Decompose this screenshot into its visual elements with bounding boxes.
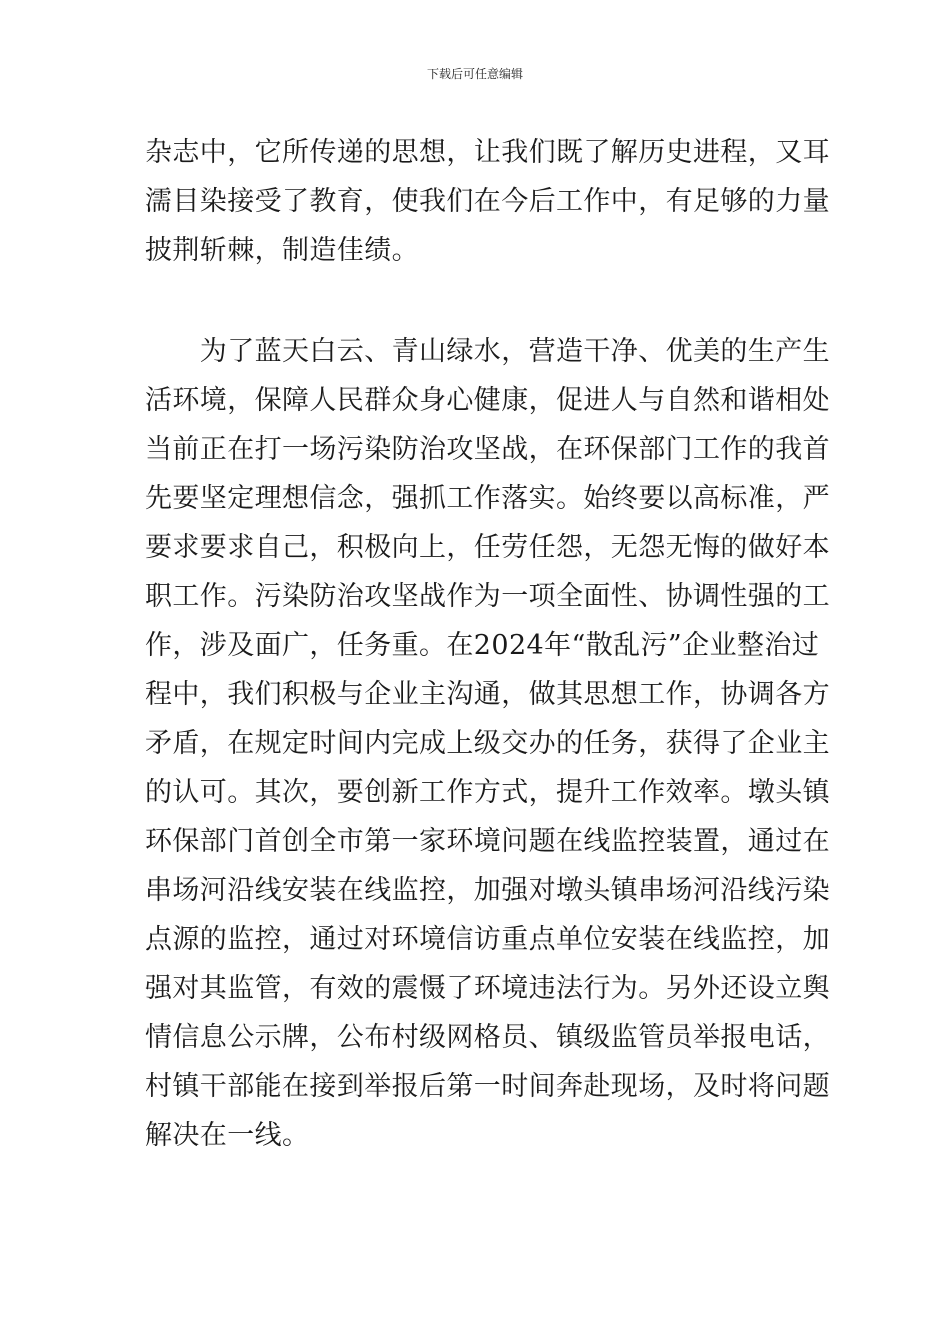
paragraph-line: 披荆斩棘，制造佳绩。 bbox=[145, 235, 419, 266]
paragraph-line: 职工作。污染防治攻坚战作为一项全面性、协调性强的工 bbox=[145, 581, 830, 612]
paragraph-line: 要求要求自己，积极向上，任劳任怨，无怨无悔的做好本 bbox=[145, 532, 830, 563]
paragraph-line: 濡目染接受了教育，使我们在今后工作中，有足够的力量 bbox=[145, 186, 830, 217]
paragraph-line: 村镇干部能在接到举报后第一时间奔赴现场，及时将问题 bbox=[145, 1071, 830, 1102]
paragraph-line: 矛盾，在规定时间内完成上级交办的任务，获得了企业主 bbox=[145, 728, 830, 759]
paragraph-line: 串场河沿线安装在线监控，加强对墩头镇串场河沿线污染 bbox=[145, 875, 830, 906]
paragraph-2 bbox=[145, 327, 830, 1160]
paragraph-line: 的认可。其次，要创新工作方式，提升工作效率。墩头镇 bbox=[145, 777, 830, 808]
paragraph-line: 强对其监管，有效的震慑了环境违法行为。另外还设立舆 bbox=[145, 973, 830, 1004]
paragraph-line: 为了蓝天白云、青山绿水，营造干净、优美的生产生 bbox=[145, 336, 830, 367]
paragraph-line: 解决在一线。 bbox=[145, 1120, 310, 1151]
paragraph-line: 杂志中，它所传递的思想，让我们既了解历史进程，又耳 bbox=[145, 137, 830, 168]
paragraph-line: 先要坚定理想信念，强抓工作落实。始终要以高标准，严 bbox=[145, 483, 830, 514]
paragraph-line: 点源的监控，通过对环境信访重点单位安装在线监控，加 bbox=[145, 924, 830, 955]
paragraph-line: 作，涉及面广，任务重。在2024年“散乱污”企业整治过 bbox=[145, 630, 820, 661]
paragraph-line: 情信息公示牌，公布村级网格员、镇级监管员举报电话， bbox=[145, 1022, 830, 1053]
page-header: 下载后可任意编辑 bbox=[426, 67, 523, 81]
paragraph-line: 环保部门首创全市第一家环境问题在线监控装置，通过在 bbox=[145, 826, 830, 857]
paragraph-1 bbox=[145, 128, 830, 275]
paragraph-line: 当前正在打一场污染防治攻坚战，在环保部门工作的我首 bbox=[145, 434, 830, 465]
paragraph-line: 程中，我们积极与企业主沟通，做其思想工作，协调各方 bbox=[145, 679, 830, 710]
paragraph-line: 活环境，保障人民群众身心健康，促进人与自然和谐相处 bbox=[145, 385, 830, 416]
